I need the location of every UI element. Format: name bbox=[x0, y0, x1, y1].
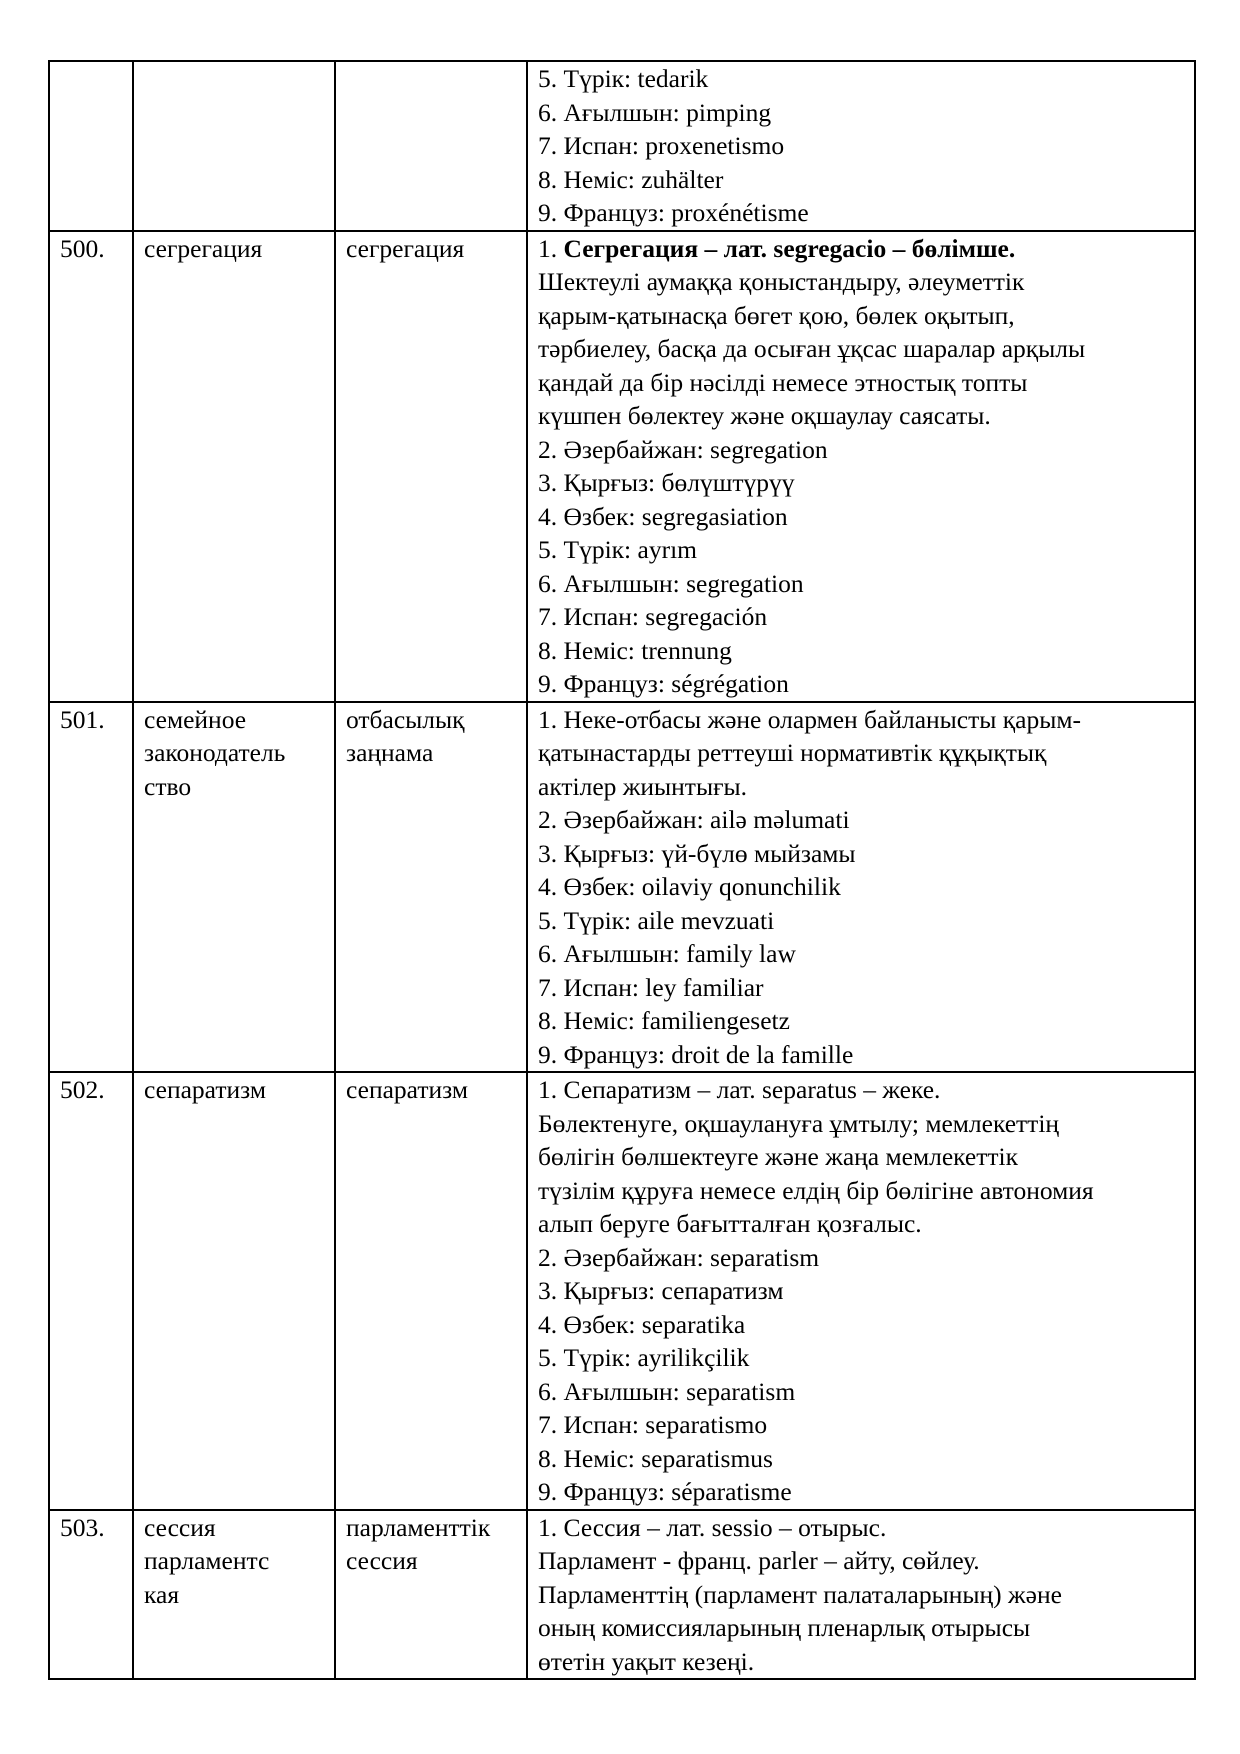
definition bbox=[527, 1072, 1195, 1510]
definition-line: өтетін уақыт кезеңі. bbox=[538, 1646, 755, 1676]
glossary-table bbox=[48, 60, 1196, 1680]
definition-line: алып беруге бағытталған қозғалыс. bbox=[538, 1209, 922, 1238]
definition bbox=[527, 231, 1195, 702]
translation-line: 8. Неміс: familiengesetz bbox=[538, 1006, 790, 1035]
definition-heading-number: 1. bbox=[538, 233, 564, 263]
definition-heading-text: Сегрегация – лат. segregacio – бөлімше. bbox=[563, 233, 1016, 263]
definition bbox=[527, 1510, 1195, 1680]
term-russian-line: ство bbox=[144, 771, 192, 801]
translation-line: 7. Испан: proxenetismo bbox=[538, 131, 785, 160]
translation-line: 4. Өзбек: segregasiation bbox=[538, 501, 788, 531]
definition bbox=[527, 61, 1195, 231]
term-russian-line: кая bbox=[144, 1579, 180, 1609]
term-kazakh bbox=[335, 231, 527, 702]
definition-line: қандай да бір нәсілді немесе этностық топты bbox=[538, 367, 1028, 397]
definition-line: 1. Сессия – лат. sessio – отырыс. bbox=[538, 1512, 887, 1542]
term-russian bbox=[133, 1510, 335, 1680]
translation-line: 6. Ағылшын: family law bbox=[538, 939, 796, 968]
term-kazakh bbox=[335, 702, 527, 1073]
glossary-body bbox=[49, 61, 1195, 1679]
translation-line: 3. Қырғыз: сепаратизм bbox=[538, 1276, 784, 1305]
entry-number bbox=[49, 61, 133, 231]
definition-line: түзілім құруға немесе елдің бір бөлігіне автономия bbox=[538, 1175, 1094, 1205]
entry-number: 501. bbox=[49, 702, 133, 1073]
translation-line: 2. Әзербайжан: ailə məlumati bbox=[538, 805, 850, 834]
term-kazakh-line: парламенттік bbox=[346, 1512, 491, 1542]
definition-line: актілер жиынтығы. bbox=[538, 771, 748, 801]
translation-line: 7. Испан: segregación bbox=[538, 602, 768, 631]
translation-line: 8. Неміс: separatismus bbox=[538, 1443, 773, 1473]
translation-line: 4. Өзбек: separatika bbox=[538, 1309, 746, 1339]
translation-line: 5. Түрік: tedarik bbox=[538, 64, 709, 93]
table-row bbox=[49, 231, 1195, 702]
definition-line: Бөлектенуге, оқшаулануға ұмтылу; мемлекеттің bbox=[538, 1108, 1060, 1138]
term-kazakh-line: сегрегация bbox=[346, 233, 465, 263]
term-kazakh-line: отбасылық bbox=[346, 704, 465, 734]
definition-line: қарым-қатынасқа бөгет қою, бөлек оқытып, bbox=[538, 300, 1015, 330]
term-russian-line: законодатель bbox=[144, 738, 286, 767]
table-row bbox=[49, 702, 1195, 1073]
term-russian-line: семейное bbox=[144, 704, 247, 734]
table-row bbox=[49, 61, 1195, 231]
translation-line: 9. Француз: proxénétisme bbox=[538, 198, 809, 227]
table-row bbox=[49, 1510, 1195, 1680]
definition-line: күшпен бөлектеу және оқшаулау саясаты. bbox=[538, 401, 991, 430]
translation-line: 8. Неміс: zuhälter bbox=[538, 164, 724, 194]
term-kazakh bbox=[335, 61, 527, 231]
term-kazakh-line: сессия bbox=[346, 1546, 418, 1575]
term-russian bbox=[133, 231, 335, 702]
definition bbox=[527, 702, 1195, 1073]
translation-line: 6. Ағылшын: pimping bbox=[538, 97, 772, 127]
translation-line: 4. Өзбек: oilaviy qonunchilik bbox=[538, 872, 841, 901]
translation-line: 9. Француз: ségrégation bbox=[538, 669, 789, 698]
term-kazakh bbox=[335, 1072, 527, 1510]
definition-line: 1. Неке-отбасы және олармен байланысты қарым- bbox=[538, 704, 1081, 734]
entry-number: 502. bbox=[49, 1072, 133, 1510]
term-russian bbox=[133, 1072, 335, 1510]
table-row bbox=[49, 1072, 1195, 1510]
definition-line: Парламент - франц. parler – айту, сөйлеу. bbox=[538, 1546, 980, 1575]
entry-number: 500. bbox=[49, 231, 133, 702]
translation-line: 9. Француз: séparatisme bbox=[538, 1477, 792, 1506]
definition-line: тәрбиелеу, басқа да осыған ұқсас шаралар арқылы bbox=[538, 334, 1086, 363]
translation-line: 6. Ағылшын: separatism bbox=[538, 1376, 796, 1406]
term-russian-line: сепаратизм bbox=[144, 1075, 266, 1104]
translation-line: 7. Испан: separatismo bbox=[538, 1410, 768, 1439]
translation-line: 7. Испан: ley familiar bbox=[538, 972, 764, 1002]
translation-line: 2. Әзербайжан: segregation bbox=[538, 434, 828, 464]
definition-line: бөлігін бөлшектеуге және жаңа мемлекеттік bbox=[538, 1142, 1018, 1171]
translation-line: 5. Түрік: aile mevzuati bbox=[538, 905, 775, 935]
definition-line: Парламенттің (парламент палаталарының) және bbox=[538, 1579, 1062, 1609]
definition-line: Шектеулі аумаққа қоныстандыру, әлеуметтік bbox=[538, 267, 1025, 296]
translation-line: 8. Неміс: trennung bbox=[538, 635, 732, 665]
translation-line: 3. Қырғыз: бөлүштүрүү bbox=[538, 468, 795, 497]
entry-number: 503. bbox=[49, 1510, 133, 1680]
translation-line: 5. Түрік: ayrilikçilik bbox=[538, 1343, 750, 1372]
definition-line: қатынастарды реттеуші нормативтік құқықтық bbox=[538, 738, 1047, 767]
definition-line: оның комиссияларының пленарлық отырысы bbox=[538, 1613, 1031, 1642]
translation-line: 3. Қырғыз: үй-бүлө мыйзамы bbox=[538, 838, 856, 868]
definition-heading bbox=[538, 232, 1188, 266]
term-kazakh-line: сепаратизм bbox=[346, 1075, 468, 1104]
term-russian-line: сегрегация bbox=[144, 233, 263, 263]
definition-line: 1. Сепаратизм – лат. separatus – жеке. bbox=[538, 1075, 941, 1104]
term-kazakh-line: заңнама bbox=[346, 738, 434, 767]
translation-line: 5. Түрік: ayrım bbox=[538, 535, 697, 564]
translation-line: 6. Ағылшын: segregation bbox=[538, 568, 804, 598]
translation-line: 2. Әзербайжан: separatism bbox=[538, 1242, 820, 1272]
term-russian-line: сессия bbox=[144, 1512, 216, 1542]
translation-line: 9. Француз: droit de la famille bbox=[538, 1039, 854, 1069]
term-russian-line: парламентс bbox=[144, 1546, 270, 1575]
term-russian bbox=[133, 702, 335, 1073]
term-russian bbox=[133, 61, 335, 231]
term-kazakh bbox=[335, 1510, 527, 1680]
